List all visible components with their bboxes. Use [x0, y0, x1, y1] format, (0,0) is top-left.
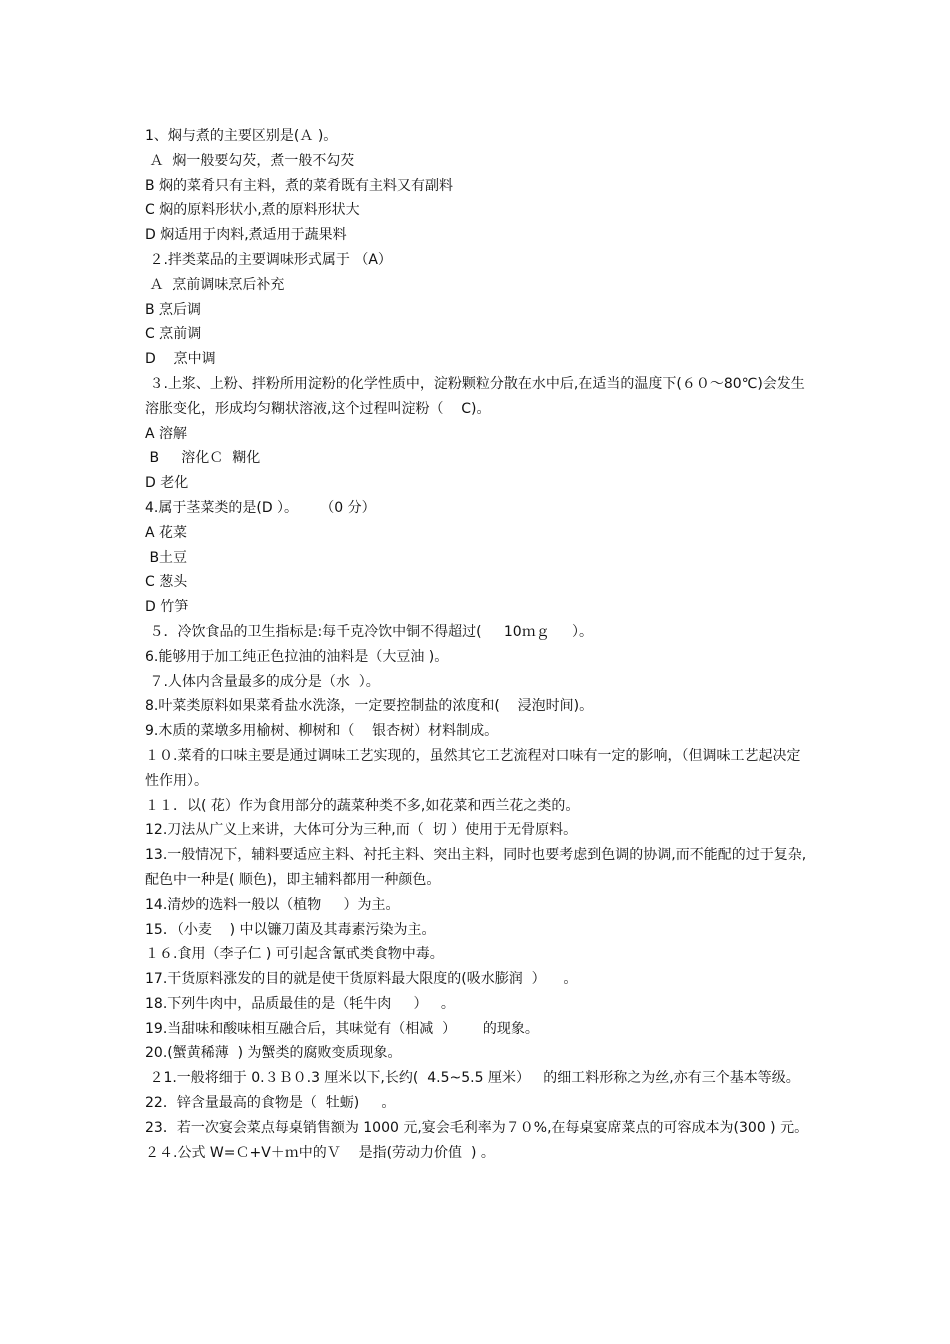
question-10: １０.菜肴的口味主要是通过调味工艺实现的，虽然其它工艺流程对口味有一定的影响，（但调味工艺起决定性作用）。	[145, 747, 801, 789]
question-19: 19.当甜味和酸味相互融合后，其味觉有（相减 ） 的现象。	[145, 1020, 539, 1037]
option-c: C 葱头	[145, 574, 188, 591]
option-d: D 竹笋	[145, 599, 189, 616]
question-12: 12.刀法从广义上来讲，大体可分为三种,而（ 切 ）使用于无骨原料。	[145, 822, 578, 839]
option-a: A 溶解	[145, 425, 188, 442]
option-d: D 老化	[145, 475, 189, 492]
question-15: 15．（小麦 ) 中以镰刀菌及其毒素污染为主。	[145, 921, 436, 938]
option-b: B土豆	[145, 549, 188, 566]
question-8: 8.叶菜类原料如果菜肴盐水洗涤，一定要控制盐的浓度和( 浸泡时间)。	[145, 698, 594, 715]
question-6: 6.能够用于加工纯正色拉油的油料是（大豆油 )。	[145, 648, 449, 665]
question-1: 1、焖与煮的主要区别是(Ａ )。	[145, 128, 338, 144]
question-2: ２.拌类菜品的主要调味形式属于 （A）	[145, 251, 392, 268]
question-3: ３.上浆、上粉、拌粉所用淀粉的化学性质中，淀粉颗粒分散在水中后,在适当的温度下(６０～80℃)会发生溶胀变化，形成均匀糊状溶液,这个过程叫淀粉（ C)。	[145, 375, 805, 417]
question-11: １１．以( 花）作为食用部分的蔬菜种类不多,如花菜和西兰花之类的。	[145, 797, 580, 814]
question-17: 17.干货原料涨发的目的就是使干货原料最大限度的(吸水膨润 ） 。	[145, 971, 578, 988]
option-b-c: B 溶化Ｃ 糊化	[145, 450, 261, 467]
question-7: ７.人体内含量最多的成分是（水 ）。	[145, 673, 380, 690]
option-b: B 烹后调	[145, 301, 202, 318]
option-b: B 焖的菜肴只有主料，煮的菜肴既有主料又有副料	[145, 177, 454, 194]
question-23: 23．若一次宴会菜点每桌销售额为 1000 元,宴会毛利率为７０%,在每桌宴席菜点的可容成本为(300 ) 元。	[145, 1119, 809, 1136]
option-d: D 烹中调	[145, 351, 216, 368]
question-9: 9.木质的菜墩多用榆树、柳树和（ 银杏树）材料制成。	[145, 723, 499, 740]
option-c: C 烹前调	[145, 326, 202, 343]
option-a: Ａ 焖一般要勾芡，煮一般不勾芡	[145, 152, 355, 169]
question-24: ２４.公式 W=Ｃ+V＋ｍ中的Ｖ 是指(劳动力价值 ) 。	[145, 1144, 495, 1161]
question-5: ５．冷饮食品的卫生指标是:每千克冷饮中铜不得超过( 10ｍｇ ）。	[145, 623, 593, 640]
question-list	[145, 124, 810, 1165]
option-c: C 焖的原料形状小,煮的原料形状大	[145, 202, 360, 219]
question-22: 22．锌含量最高的食物是（ 牡蛎) 。	[145, 1095, 396, 1112]
question-13: 13.一般情况下，辅料要适应主料、衬托主料、突出主料，同时也要考虑到色调的协调,而不能配的过于复杂,配色中一种是( 顺色)，即主辅料都用一种颜色。	[145, 847, 807, 888]
question-20: 20.(蟹黄稀薄 ) 为蟹类的腐败变质现象。	[145, 1045, 402, 1062]
question-18: 18.下列牛肉中，品质最佳的是（牦牛肉 ） 。	[145, 995, 455, 1012]
question-4: 4.属于茎菜类的是(D ）。 （0 分）	[145, 499, 376, 516]
option-a: Ａ 烹前调味烹后补充	[145, 276, 285, 293]
question-21: ２1.一般将细于 0.３Ｂ０.3 厘米以下,长约( 4.5~5.5 厘米） 的细工料形称之为丝,亦有三个基本等级。	[145, 1070, 800, 1087]
question-14: 14.清炒的选料一般以（植物 ）为主。	[145, 896, 400, 913]
question-16: １６.食用（李子仁 ) 可引起含氰甙类食物中毒。	[145, 946, 444, 963]
option-d: D 焖适用于肉料,煮适用于蔬果料	[145, 227, 347, 244]
option-a: A 花菜	[145, 524, 188, 541]
